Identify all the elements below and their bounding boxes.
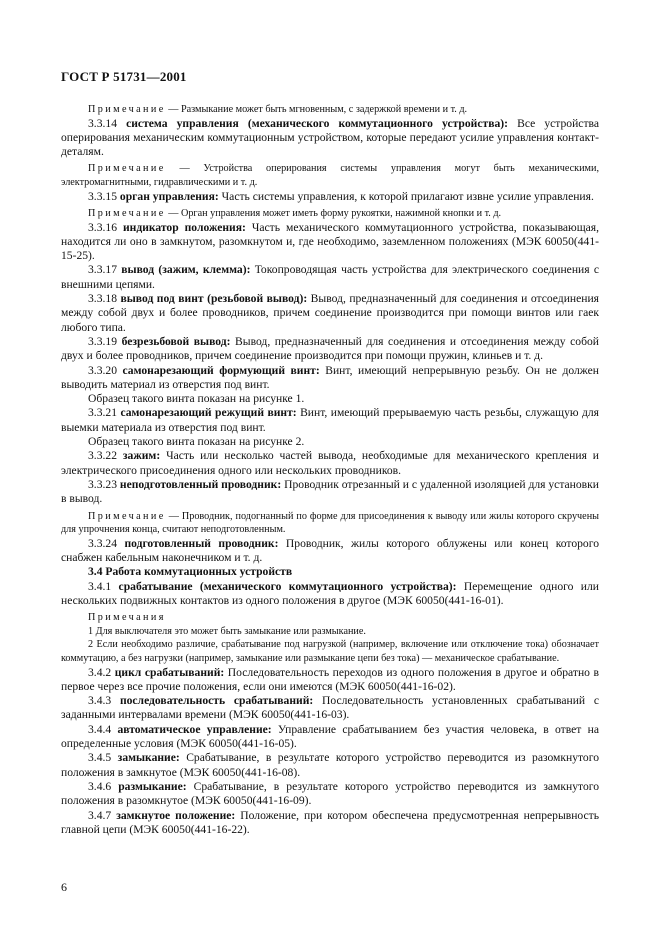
definition-paragraph <box>61 809 599 838</box>
clause-number: 3.3.21 <box>88 406 117 420</box>
definition-text: Последовательность переходов из одного положения в другое и обратно в первое через все прочие положения, если они имеются (МЭК 60050(441-16-02). <box>61 665 599 693</box>
section-heading: 3.4 Работа коммутационных устройств <box>88 565 293 579</box>
clause-number: 3.3.16 <box>88 220 117 234</box>
definition-text: Срабатывание, в результате которого устройство переводится из замкнутого положения в разомкнутое (МЭК 60050(441-16-09). <box>61 779 600 808</box>
clause-number: 3.3.15 <box>88 189 117 203</box>
clause-number: 3.4.7 <box>88 808 112 822</box>
definition-paragraph <box>61 335 599 364</box>
definition-text: Часть или несколько частей вывода, необходимые для механического крепления и электрического присоединения одного или нескольких проводников. <box>61 449 599 477</box>
definition-paragraph <box>61 364 599 393</box>
definition-text: Проводник отрезанный и с удаленной изоляцией для установки в вывод. <box>61 477 599 506</box>
defined-term: вывод (зажим, клемма): <box>121 263 251 277</box>
definition-paragraph <box>61 406 599 435</box>
definition-paragraph <box>61 263 599 292</box>
defined-term: вывод под винт (резьбовой вывод): <box>120 292 308 306</box>
definition-paragraph <box>61 723 599 752</box>
clause-number: 3.4.4 <box>88 722 112 736</box>
definition-paragraph <box>61 190 599 204</box>
defined-term: система управления (механического коммутационного устройства): <box>126 116 508 130</box>
defined-term: самонарезающий режущий винт: <box>120 406 297 420</box>
clause-number: 3.3.22 <box>88 449 117 463</box>
definition-text: Все устройства оперирования механическим коммутационным устройством, которые передают усилие управления контакт-деталям. <box>61 116 599 159</box>
definition-paragraph <box>61 478 599 507</box>
defined-term: последовательность срабатываний: <box>119 694 314 708</box>
definition-text: Токопроводящая часть устройства для электрического соединения с внешними цепями. <box>61 263 600 291</box>
note-text: — Проводник, подогнанный по форме для присоединения к выводу или жилы которого скручены для упрочнения конца, считают неподготовленным. <box>61 510 599 536</box>
defined-term: размыкание: <box>118 779 187 793</box>
definition-paragraph <box>61 580 599 609</box>
note-paragraph <box>61 162 599 189</box>
clause-number: 3.3.14 <box>88 116 117 130</box>
definition-paragraph <box>61 117 599 160</box>
definition-text: Часть механического коммутационного устройства, показывающая, находится ли оно в замкнутом, разомкнутом и, где необходимо, заземленном положениях (МЭК 60050(441-15-25). <box>61 220 600 263</box>
definition-paragraph <box>61 449 599 478</box>
definition-text: Вывод, предназначенный для соединения и отсоединения между собой двух и более проводников, причем соединение производится при помощи пружин, клиньев и т. д. <box>61 334 599 363</box>
definition-text: Срабатывание, в результате которого устройство переводится из разомкнутого положения в замкнутое (МЭК 60050(441-16-08). <box>61 751 599 779</box>
clause-number: 3.4.5 <box>88 751 112 765</box>
note-paragraph <box>61 207 599 221</box>
clause-number: 3.4.3 <box>88 694 112 708</box>
note-item: 2 Если необходимо различие, срабатывание под нагрузкой (например, включение или отключение тока) обозначает коммутацию, а без нагрузки (например, замыкание или размыкание цепи без тока) — механическое срабатывание. <box>61 639 599 664</box>
defined-term: неподготовленный проводник: <box>119 477 282 491</box>
plain-paragraph: Образец такого винта показан на рисунке 1. <box>88 392 305 406</box>
definition-text: Часть системы управления, к которой прилагают извне усилие управления. <box>218 189 594 203</box>
defined-term: безрезьбовой вывод: <box>121 334 231 348</box>
definition-text: Перемещение одного или нескольких подвижных контактов из одного положения в другое (МЭК 60050(441-16-01). <box>61 579 599 607</box>
clause-number: 3.4.1 <box>88 579 112 593</box>
note-label: Примечание <box>88 163 166 175</box>
clause-number: 3.4.2 <box>88 665 112 679</box>
defined-term: срабатывание (механического коммутационного устройства): <box>118 579 457 593</box>
note-item: 1 Для выключателя это может быть замыкание или размыкание. <box>88 625 366 637</box>
defined-term: самонарезающий формующий винт: <box>122 363 320 377</box>
definition-text: Управление срабатыванием без участия человека, в ответ на определенные условия (МЭК 60050(441-16-05). <box>61 722 599 751</box>
definition-text: Последовательность установленных срабатываний с заданными интервалами времени (МЭК 60050(441-16-03). <box>61 694 599 722</box>
clause-number: 3.3.19 <box>88 334 117 348</box>
document-header: ГОСТ Р 51731—2001 <box>61 69 187 84</box>
defined-term: замыкание: <box>117 751 180 765</box>
defined-term: автоматическое управление: <box>117 722 272 736</box>
defined-term: цикл срабатываний: <box>114 665 225 679</box>
definition-text: Положение, при котором обеспечена предусмотренная непрерывность главной цепи (МЭК 60050(441-16-22). <box>61 808 600 836</box>
document-body <box>61 100 599 837</box>
definition-text: Проводник, жилы которого облужены или конец которого снабжен кабельным наконечником и т. д. <box>61 536 599 564</box>
note-label: Примечание <box>88 104 166 115</box>
note-text: — Устройства оперирования системы управления могут быть механическими, электромагнитными, гидравлическими и т. д. <box>61 163 599 189</box>
clause-number: 3.3.23 <box>88 477 117 491</box>
definition-paragraph <box>61 751 599 780</box>
note-text: — Размыкание может быть мгновенным, с задержкой времени и т. д. <box>165 104 468 115</box>
plain-paragraph: Образец такого винта показан на рисунке 2. <box>88 435 305 449</box>
definition-paragraph <box>61 694 599 723</box>
definition-text: Винт, имеющий непрерывную резьбу. Он не должен выводить материал из отверстия под винт. <box>61 363 599 391</box>
clause-number: 3.3.17 <box>88 263 117 277</box>
note-label: Примечание <box>88 207 166 219</box>
definition-paragraph <box>61 666 599 695</box>
defined-term: орган управления: <box>119 189 219 203</box>
note-text: — Орган управления может иметь форму рукоятки, нажимной кнопки и т. д. <box>165 207 502 219</box>
clause-number: 3.3.18 <box>88 292 117 306</box>
definition-text: Вывод, предназначенный для соединения и отсоединения между собой двух и более проводников, причем соединение производится при помощи винтов или гаек любого типа. <box>61 292 599 334</box>
defined-term: подготовленный проводник: <box>124 536 279 550</box>
definition-paragraph <box>61 537 599 566</box>
clause-number: 3.3.20 <box>88 363 117 377</box>
note-paragraph <box>61 510 599 537</box>
defined-term: зажим: <box>122 449 161 463</box>
defined-term: замкнутое положение: <box>116 808 236 822</box>
definition-paragraph <box>61 221 599 264</box>
clause-number: 3.3.24 <box>88 536 117 550</box>
page-number: 6 <box>61 880 67 894</box>
note-label: Примечание <box>88 510 166 522</box>
definition-paragraph <box>61 780 599 809</box>
clause-number: 3.4.6 <box>88 779 112 793</box>
definition-paragraph <box>61 292 599 335</box>
notes-heading: Примечания <box>88 612 166 624</box>
defined-term: индикатор положения: <box>122 220 246 234</box>
note-paragraph <box>61 103 599 117</box>
definition-text: Винт, имеющий прерываемую часть резьбы, служащую для выемки материала из отверстия под винт. <box>61 406 599 434</box>
